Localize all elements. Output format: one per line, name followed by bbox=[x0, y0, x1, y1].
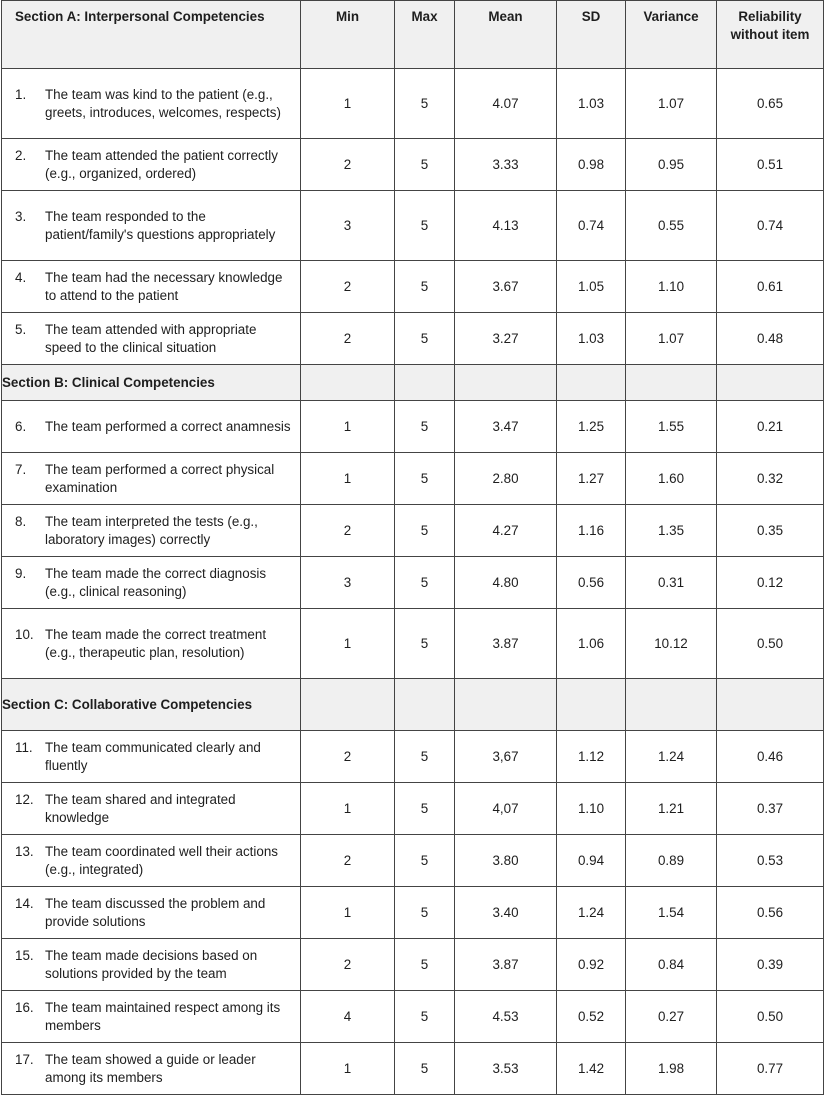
item-cell bbox=[2, 139, 301, 191]
variance-cell: 1.21 bbox=[626, 783, 717, 835]
min-cell: 2 bbox=[301, 139, 395, 191]
variance-cell: 0.95 bbox=[626, 139, 717, 191]
min-cell: 2 bbox=[301, 835, 395, 887]
item-number: 2. bbox=[15, 148, 27, 163]
table-row bbox=[2, 505, 824, 557]
reliability-cell: 0.53 bbox=[717, 835, 824, 887]
sd-cell: 0.92 bbox=[557, 939, 626, 991]
reliability-cell: 0.35 bbox=[717, 505, 824, 557]
mean-cell: 4,07 bbox=[455, 783, 557, 835]
mean-cell: 4.80 bbox=[455, 557, 557, 609]
max-cell: 5 bbox=[395, 835, 455, 887]
section-header-row bbox=[2, 365, 824, 401]
sd-cell: 1.24 bbox=[557, 887, 626, 939]
item-cell bbox=[2, 939, 301, 991]
sd-cell: 1.16 bbox=[557, 505, 626, 557]
mean-cell: 3.53 bbox=[455, 1043, 557, 1095]
mean-cell: 4.07 bbox=[455, 69, 557, 139]
empty-cell bbox=[301, 365, 395, 401]
item-cell bbox=[2, 69, 301, 139]
sd-cell: 1.10 bbox=[557, 783, 626, 835]
variance-cell: 1.10 bbox=[626, 261, 717, 313]
item-number: 15. bbox=[15, 948, 34, 963]
table-row bbox=[2, 69, 824, 139]
item-text: The team made the correct diagnosis (e.g., clinical reasoning) bbox=[45, 566, 267, 599]
item-cell bbox=[2, 835, 301, 887]
sd-cell: 1.05 bbox=[557, 261, 626, 313]
item-text: The team made decisions based on solutions provided by the team bbox=[45, 948, 258, 981]
min-cell: 2 bbox=[301, 313, 395, 365]
variance-cell: 1.98 bbox=[626, 1043, 717, 1095]
table-row bbox=[2, 783, 824, 835]
max-cell: 5 bbox=[395, 313, 455, 365]
item-cell bbox=[2, 609, 301, 679]
item-number: 12. bbox=[15, 792, 34, 807]
min-cell: 1 bbox=[301, 1043, 395, 1095]
item-text: The team made the correct treatment (e.g., therapeutic plan, resolution) bbox=[45, 627, 267, 660]
section-title: Section C: Collaborative Competencies bbox=[2, 679, 301, 731]
item-number: 6. bbox=[15, 418, 27, 434]
table-row bbox=[2, 939, 824, 991]
max-cell: 5 bbox=[395, 69, 455, 139]
empty-cell bbox=[626, 365, 717, 401]
min-cell: 2 bbox=[301, 261, 395, 313]
item-text: The team maintained respect among its members bbox=[45, 1000, 281, 1033]
item-cell bbox=[2, 313, 301, 365]
reliability-cell: 0.12 bbox=[717, 557, 824, 609]
table-row bbox=[2, 261, 824, 313]
min-cell: 1 bbox=[301, 453, 395, 505]
item-cell bbox=[2, 261, 301, 313]
empty-cell bbox=[395, 679, 455, 731]
min-cell: 1 bbox=[301, 69, 395, 139]
item-number: 10. bbox=[15, 627, 34, 642]
table-row bbox=[2, 191, 824, 261]
item-text: The team responded to the patient/family's questions appropriately bbox=[45, 209, 276, 242]
item-text: The team coordinated well their actions (e.g., integrated) bbox=[45, 844, 278, 877]
sd-cell: 0.74 bbox=[557, 191, 626, 261]
min-cell: 3 bbox=[301, 557, 395, 609]
variance-cell: 0.27 bbox=[626, 991, 717, 1043]
reliability-cell: 0.65 bbox=[717, 69, 824, 139]
max-cell: 5 bbox=[395, 191, 455, 261]
sd-cell: 0.98 bbox=[557, 139, 626, 191]
mean-cell: 3.40 bbox=[455, 887, 557, 939]
min-cell: 3 bbox=[301, 191, 395, 261]
item-text: The team performed a correct physical examination bbox=[45, 462, 275, 495]
item-number: 11. bbox=[15, 740, 33, 755]
header-variance: Variance bbox=[626, 1, 717, 69]
sd-cell: 0.94 bbox=[557, 835, 626, 887]
max-cell: 5 bbox=[395, 991, 455, 1043]
min-cell: 1 bbox=[301, 783, 395, 835]
item-cell bbox=[2, 887, 301, 939]
min-cell: 2 bbox=[301, 505, 395, 557]
variance-cell: 0.84 bbox=[626, 939, 717, 991]
table-row bbox=[2, 731, 824, 783]
variance-cell: 1.35 bbox=[626, 505, 717, 557]
max-cell: 5 bbox=[395, 939, 455, 991]
max-cell: 5 bbox=[395, 453, 455, 505]
mean-cell: 2.80 bbox=[455, 453, 557, 505]
item-cell bbox=[2, 783, 301, 835]
header-row bbox=[2, 1, 824, 69]
empty-cell bbox=[301, 679, 395, 731]
item-number: 5. bbox=[15, 322, 27, 337]
table-row bbox=[2, 401, 824, 453]
item-number: 14. bbox=[15, 896, 34, 911]
item-text: The team was kind to the patient (e.g., greets, introduces, welcomes, respects) bbox=[45, 87, 281, 120]
reliability-cell: 0.48 bbox=[717, 313, 824, 365]
variance-cell: 1.54 bbox=[626, 887, 717, 939]
reliability-cell: 0.56 bbox=[717, 887, 824, 939]
min-cell: 1 bbox=[301, 887, 395, 939]
item-cell bbox=[2, 1043, 301, 1095]
max-cell: 5 bbox=[395, 139, 455, 191]
max-cell: 5 bbox=[395, 557, 455, 609]
sd-cell: 1.03 bbox=[557, 69, 626, 139]
variance-cell: 0.89 bbox=[626, 835, 717, 887]
sd-cell: 1.25 bbox=[557, 401, 626, 453]
item-cell bbox=[2, 731, 301, 783]
empty-cell bbox=[455, 365, 557, 401]
sd-cell: 0.52 bbox=[557, 991, 626, 1043]
item-number: 3. bbox=[15, 209, 27, 224]
header-max: Max bbox=[395, 1, 455, 69]
empty-cell bbox=[395, 365, 455, 401]
max-cell: 5 bbox=[395, 731, 455, 783]
table-row bbox=[2, 139, 824, 191]
mean-cell: 4.27 bbox=[455, 505, 557, 557]
item-number: 7. bbox=[15, 462, 27, 477]
sd-cell: 1.42 bbox=[557, 1043, 626, 1095]
mean-cell: 3.47 bbox=[455, 401, 557, 453]
max-cell: 5 bbox=[395, 783, 455, 835]
max-cell: 5 bbox=[395, 401, 455, 453]
table-row bbox=[2, 313, 824, 365]
section-title: Section B: Clinical Competencies bbox=[2, 365, 301, 401]
item-cell bbox=[2, 557, 301, 609]
max-cell: 5 bbox=[395, 505, 455, 557]
min-cell: 1 bbox=[301, 401, 395, 453]
empty-cell bbox=[717, 365, 824, 401]
mean-cell: 3.87 bbox=[455, 939, 557, 991]
item-number: 1. bbox=[15, 87, 27, 102]
item-number: 13. bbox=[15, 844, 34, 859]
mean-cell: 3.67 bbox=[455, 261, 557, 313]
sd-cell: 1.12 bbox=[557, 731, 626, 783]
mean-cell: 3.33 bbox=[455, 139, 557, 191]
reliability-cell: 0.50 bbox=[717, 991, 824, 1043]
item-number: 8. bbox=[15, 514, 27, 529]
min-cell: 2 bbox=[301, 939, 395, 991]
variance-cell: 0.55 bbox=[626, 191, 717, 261]
item-text: The team attended the patient correctly (e.g., organized, ordered) bbox=[45, 148, 278, 181]
item-number: 4. bbox=[15, 270, 27, 285]
mean-cell: 3.27 bbox=[455, 313, 557, 365]
section-header-row bbox=[2, 679, 824, 731]
reliability-cell: 0.32 bbox=[717, 453, 824, 505]
mean-cell: 4.53 bbox=[455, 991, 557, 1043]
empty-cell bbox=[557, 365, 626, 401]
item-cell bbox=[2, 191, 301, 261]
table-row bbox=[2, 1043, 824, 1095]
item-text: The team shared and integrated knowledge bbox=[45, 792, 236, 825]
header-section-a: Section A: Interpersonal Competencies bbox=[2, 1, 301, 69]
item-text: The team communicated clearly and fluently bbox=[45, 740, 261, 773]
header-reliability: Reliability without item bbox=[717, 1, 824, 69]
variance-cell: 1.55 bbox=[626, 401, 717, 453]
sd-cell: 0.56 bbox=[557, 557, 626, 609]
reliability-cell: 0.21 bbox=[717, 401, 824, 453]
header-min: Min bbox=[301, 1, 395, 69]
min-cell: 1 bbox=[301, 609, 395, 679]
max-cell: 5 bbox=[395, 1043, 455, 1095]
item-text: The team had the necessary knowledge to attend to the patient bbox=[45, 270, 283, 303]
mean-cell: 4.13 bbox=[455, 191, 557, 261]
reliability-cell: 0.37 bbox=[717, 783, 824, 835]
table-row bbox=[2, 609, 824, 679]
item-text: The team attended with appropriate speed to the clinical situation bbox=[45, 322, 257, 355]
item-number: 17. bbox=[15, 1052, 34, 1067]
variance-cell: 1.07 bbox=[626, 313, 717, 365]
header-sd: SD bbox=[557, 1, 626, 69]
sd-cell: 1.27 bbox=[557, 453, 626, 505]
reliability-cell: 0.50 bbox=[717, 609, 824, 679]
min-cell: 2 bbox=[301, 731, 395, 783]
variance-cell: 1.60 bbox=[626, 453, 717, 505]
reliability-cell: 0.74 bbox=[717, 191, 824, 261]
variance-cell: 0.31 bbox=[626, 557, 717, 609]
sd-cell: 1.03 bbox=[557, 313, 626, 365]
header-mean: Mean bbox=[455, 1, 557, 69]
table-row bbox=[2, 835, 824, 887]
sd-cell: 1.06 bbox=[557, 609, 626, 679]
variance-cell: 1.07 bbox=[626, 69, 717, 139]
max-cell: 5 bbox=[395, 887, 455, 939]
min-cell: 4 bbox=[301, 991, 395, 1043]
table-row bbox=[2, 453, 824, 505]
reliability-cell: 0.61 bbox=[717, 261, 824, 313]
reliability-cell: 0.51 bbox=[717, 139, 824, 191]
table-row bbox=[2, 991, 824, 1043]
max-cell: 5 bbox=[395, 609, 455, 679]
table-row bbox=[2, 557, 824, 609]
item-cell bbox=[2, 453, 301, 505]
item-number: 9. bbox=[15, 566, 27, 581]
item-text: The team performed a correct anamnesis bbox=[45, 418, 291, 434]
item-text: The team interpreted the tests (e.g., laboratory images) correctly bbox=[45, 514, 258, 547]
reliability-cell: 0.39 bbox=[717, 939, 824, 991]
empty-cell bbox=[626, 679, 717, 731]
item-cell bbox=[2, 401, 301, 453]
item-text: The team showed a guide or leader among its members bbox=[45, 1052, 256, 1085]
reliability-cell: 0.77 bbox=[717, 1043, 824, 1095]
empty-cell bbox=[557, 679, 626, 731]
item-text: The team discussed the problem and provide solutions bbox=[45, 896, 266, 929]
max-cell: 5 bbox=[395, 261, 455, 313]
variance-cell: 10.12 bbox=[626, 609, 717, 679]
item-cell bbox=[2, 505, 301, 557]
table-row bbox=[2, 887, 824, 939]
empty-cell bbox=[455, 679, 557, 731]
empty-cell bbox=[717, 679, 824, 731]
competencies-table bbox=[1, 0, 824, 1095]
item-cell bbox=[2, 991, 301, 1043]
mean-cell: 3.80 bbox=[455, 835, 557, 887]
reliability-cell: 0.46 bbox=[717, 731, 824, 783]
item-number: 16. bbox=[15, 1000, 34, 1015]
mean-cell: 3,67 bbox=[455, 731, 557, 783]
mean-cell: 3.87 bbox=[455, 609, 557, 679]
variance-cell: 1.24 bbox=[626, 731, 717, 783]
